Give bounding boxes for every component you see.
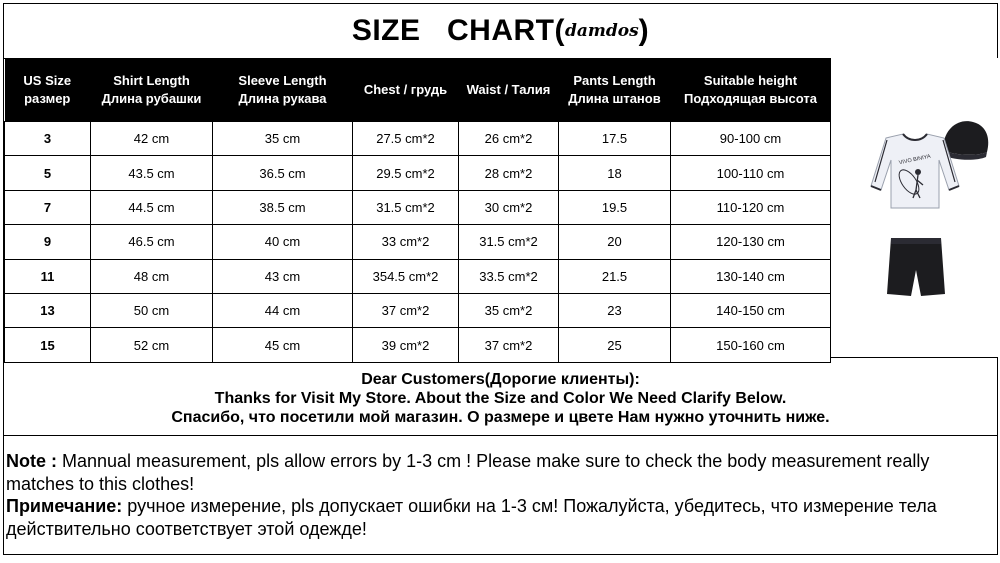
- column-header: [213, 58, 353, 122]
- chart-title: SIZE CHART: [351, 14, 555, 47]
- table-row: [5, 293, 831, 327]
- table-cell: 38.5 cm: [213, 190, 353, 224]
- measurement-note: [4, 437, 997, 540]
- column-header-line: Sleeve Length: [238, 72, 327, 88]
- table-cell: 43.5 cm: [91, 156, 213, 190]
- table-cell: 50 cm: [91, 293, 213, 327]
- table-cell: 90-100 cm: [671, 122, 831, 156]
- size-cell: 5: [5, 156, 91, 190]
- table-row: [5, 225, 831, 259]
- size-cell: 15: [5, 328, 91, 362]
- table-cell: 130-140 cm: [671, 259, 831, 293]
- table-cell: 21.5: [559, 259, 671, 293]
- column-header-line: Waist / Талия: [466, 81, 551, 97]
- product-image: [831, 58, 998, 357]
- table-cell: 29.5 cm*2: [353, 156, 459, 190]
- message-greeting: Dear Customers(Дорогие клиенты):: [361, 371, 640, 388]
- column-header-line: Suitable height: [703, 72, 798, 88]
- shirt-print-text: VIVO BINIYA: [898, 153, 932, 167]
- message-thanks-ru: Спасибо, что посетили мой магазин. О размере и цвете Нам нужно уточнить ниже.: [171, 409, 830, 426]
- table-cell: 36.5 cm: [213, 156, 353, 190]
- table-cell: 31.5 cm*2: [459, 225, 559, 259]
- table-cell: 40 cm: [213, 225, 353, 259]
- title-paren-open: (: [554, 14, 565, 47]
- note-ru: [6, 495, 995, 540]
- message-thanks-en: Thanks for Visit My Store. About the Size and Color We Need Clarify Below.: [214, 390, 787, 407]
- swim-shorts-image: [887, 238, 945, 296]
- table-cell: 27.5 cm*2: [353, 122, 459, 156]
- rash-guard-shirt-image: [871, 134, 959, 208]
- size-cell: 7: [5, 190, 91, 224]
- table-cell: 39 cm*2: [353, 328, 459, 362]
- column-header-line: Длина рукава: [238, 90, 327, 106]
- product-image-cell: [830, 58, 998, 358]
- brand-name: damdos: [564, 21, 639, 41]
- table-cell: 37 cm*2: [353, 293, 459, 327]
- column-header-line: Длина рубашки: [101, 90, 202, 106]
- table-cell: 45 cm: [213, 328, 353, 362]
- table-cell: 52 cm: [91, 328, 213, 362]
- column-header: [559, 58, 671, 122]
- note-en-text: Mannual measurement, pls allow errors by 1-3 cm ! Please make sure to check the body measurement really matches to this clothes!: [6, 451, 930, 494]
- table-body: [5, 122, 831, 363]
- column-header-line: Подходящая высота: [684, 90, 817, 106]
- table-cell: 150-160 cm: [671, 328, 831, 362]
- table-header-row: [5, 58, 831, 122]
- table-cell: 30 cm*2: [459, 190, 559, 224]
- size-table: [4, 58, 831, 363]
- table-cell: 28 cm*2: [459, 156, 559, 190]
- note-ru-text: ручное измерение, pls допускает ошибки на 1-3 см! Пожалуйста, убедитесь, что измерение тела действительно соответствует этой одежде!: [6, 496, 937, 539]
- column-header: [91, 58, 213, 122]
- table-cell: 354.5 cm*2: [353, 259, 459, 293]
- table-cell: 44 cm: [213, 293, 353, 327]
- table-cell: 44.5 cm: [91, 190, 213, 224]
- column-header: [353, 58, 459, 122]
- table-cell: 120-130 cm: [671, 225, 831, 259]
- column-header-line: Shirt Length: [113, 72, 190, 88]
- customer-message: [4, 358, 997, 436]
- table-cell: 100-110 cm: [671, 156, 831, 190]
- column-header-line: Chest / грудь: [363, 81, 448, 97]
- column-header: [5, 58, 91, 122]
- column-header-line: US Size: [23, 72, 72, 88]
- table-cell: 23: [559, 293, 671, 327]
- table-row: [5, 156, 831, 190]
- table-cell: 26 cm*2: [459, 122, 559, 156]
- table-cell: 35 cm: [213, 122, 353, 156]
- table-cell: 18: [559, 156, 671, 190]
- title-row: [4, 4, 997, 59]
- title-paren-close: ): [638, 14, 650, 47]
- table-cell: 42 cm: [91, 122, 213, 156]
- table-cell: 31.5 cm*2: [353, 190, 459, 224]
- table-cell: 33.5 cm*2: [459, 259, 559, 293]
- table-cell: 48 cm: [91, 259, 213, 293]
- table-cell: 35 cm*2: [459, 293, 559, 327]
- swim-cap-image: [943, 121, 988, 160]
- table-cell: 46.5 cm: [91, 225, 213, 259]
- note-en-label: Note :: [6, 451, 57, 471]
- table-cell: 19.5: [559, 190, 671, 224]
- size-chart-frame: [3, 3, 998, 555]
- column-header-line: Pants Length: [573, 72, 656, 88]
- column-header-line: Длина штанов: [568, 90, 661, 106]
- table-cell: 20: [559, 225, 671, 259]
- size-cell: 3: [5, 122, 91, 156]
- column-header: [671, 58, 831, 122]
- note-ru-label: Примечание:: [6, 496, 123, 516]
- size-cell: 9: [5, 225, 91, 259]
- table-cell: 37 cm*2: [459, 328, 559, 362]
- column-header: [459, 58, 559, 122]
- table-cell: 17.5: [559, 122, 671, 156]
- table-cell: 33 cm*2: [353, 225, 459, 259]
- table-cell: 110-120 cm: [671, 190, 831, 224]
- table-cell: 25: [559, 328, 671, 362]
- table-row: [5, 259, 831, 293]
- column-header-line: размер: [24, 90, 71, 106]
- note-en: [6, 450, 995, 495]
- table-cell: 43 cm: [213, 259, 353, 293]
- size-cell: 13: [5, 293, 91, 327]
- table-row: [5, 190, 831, 224]
- size-cell: 11: [5, 259, 91, 293]
- table-row: [5, 122, 831, 156]
- table-cell: 140-150 cm: [671, 293, 831, 327]
